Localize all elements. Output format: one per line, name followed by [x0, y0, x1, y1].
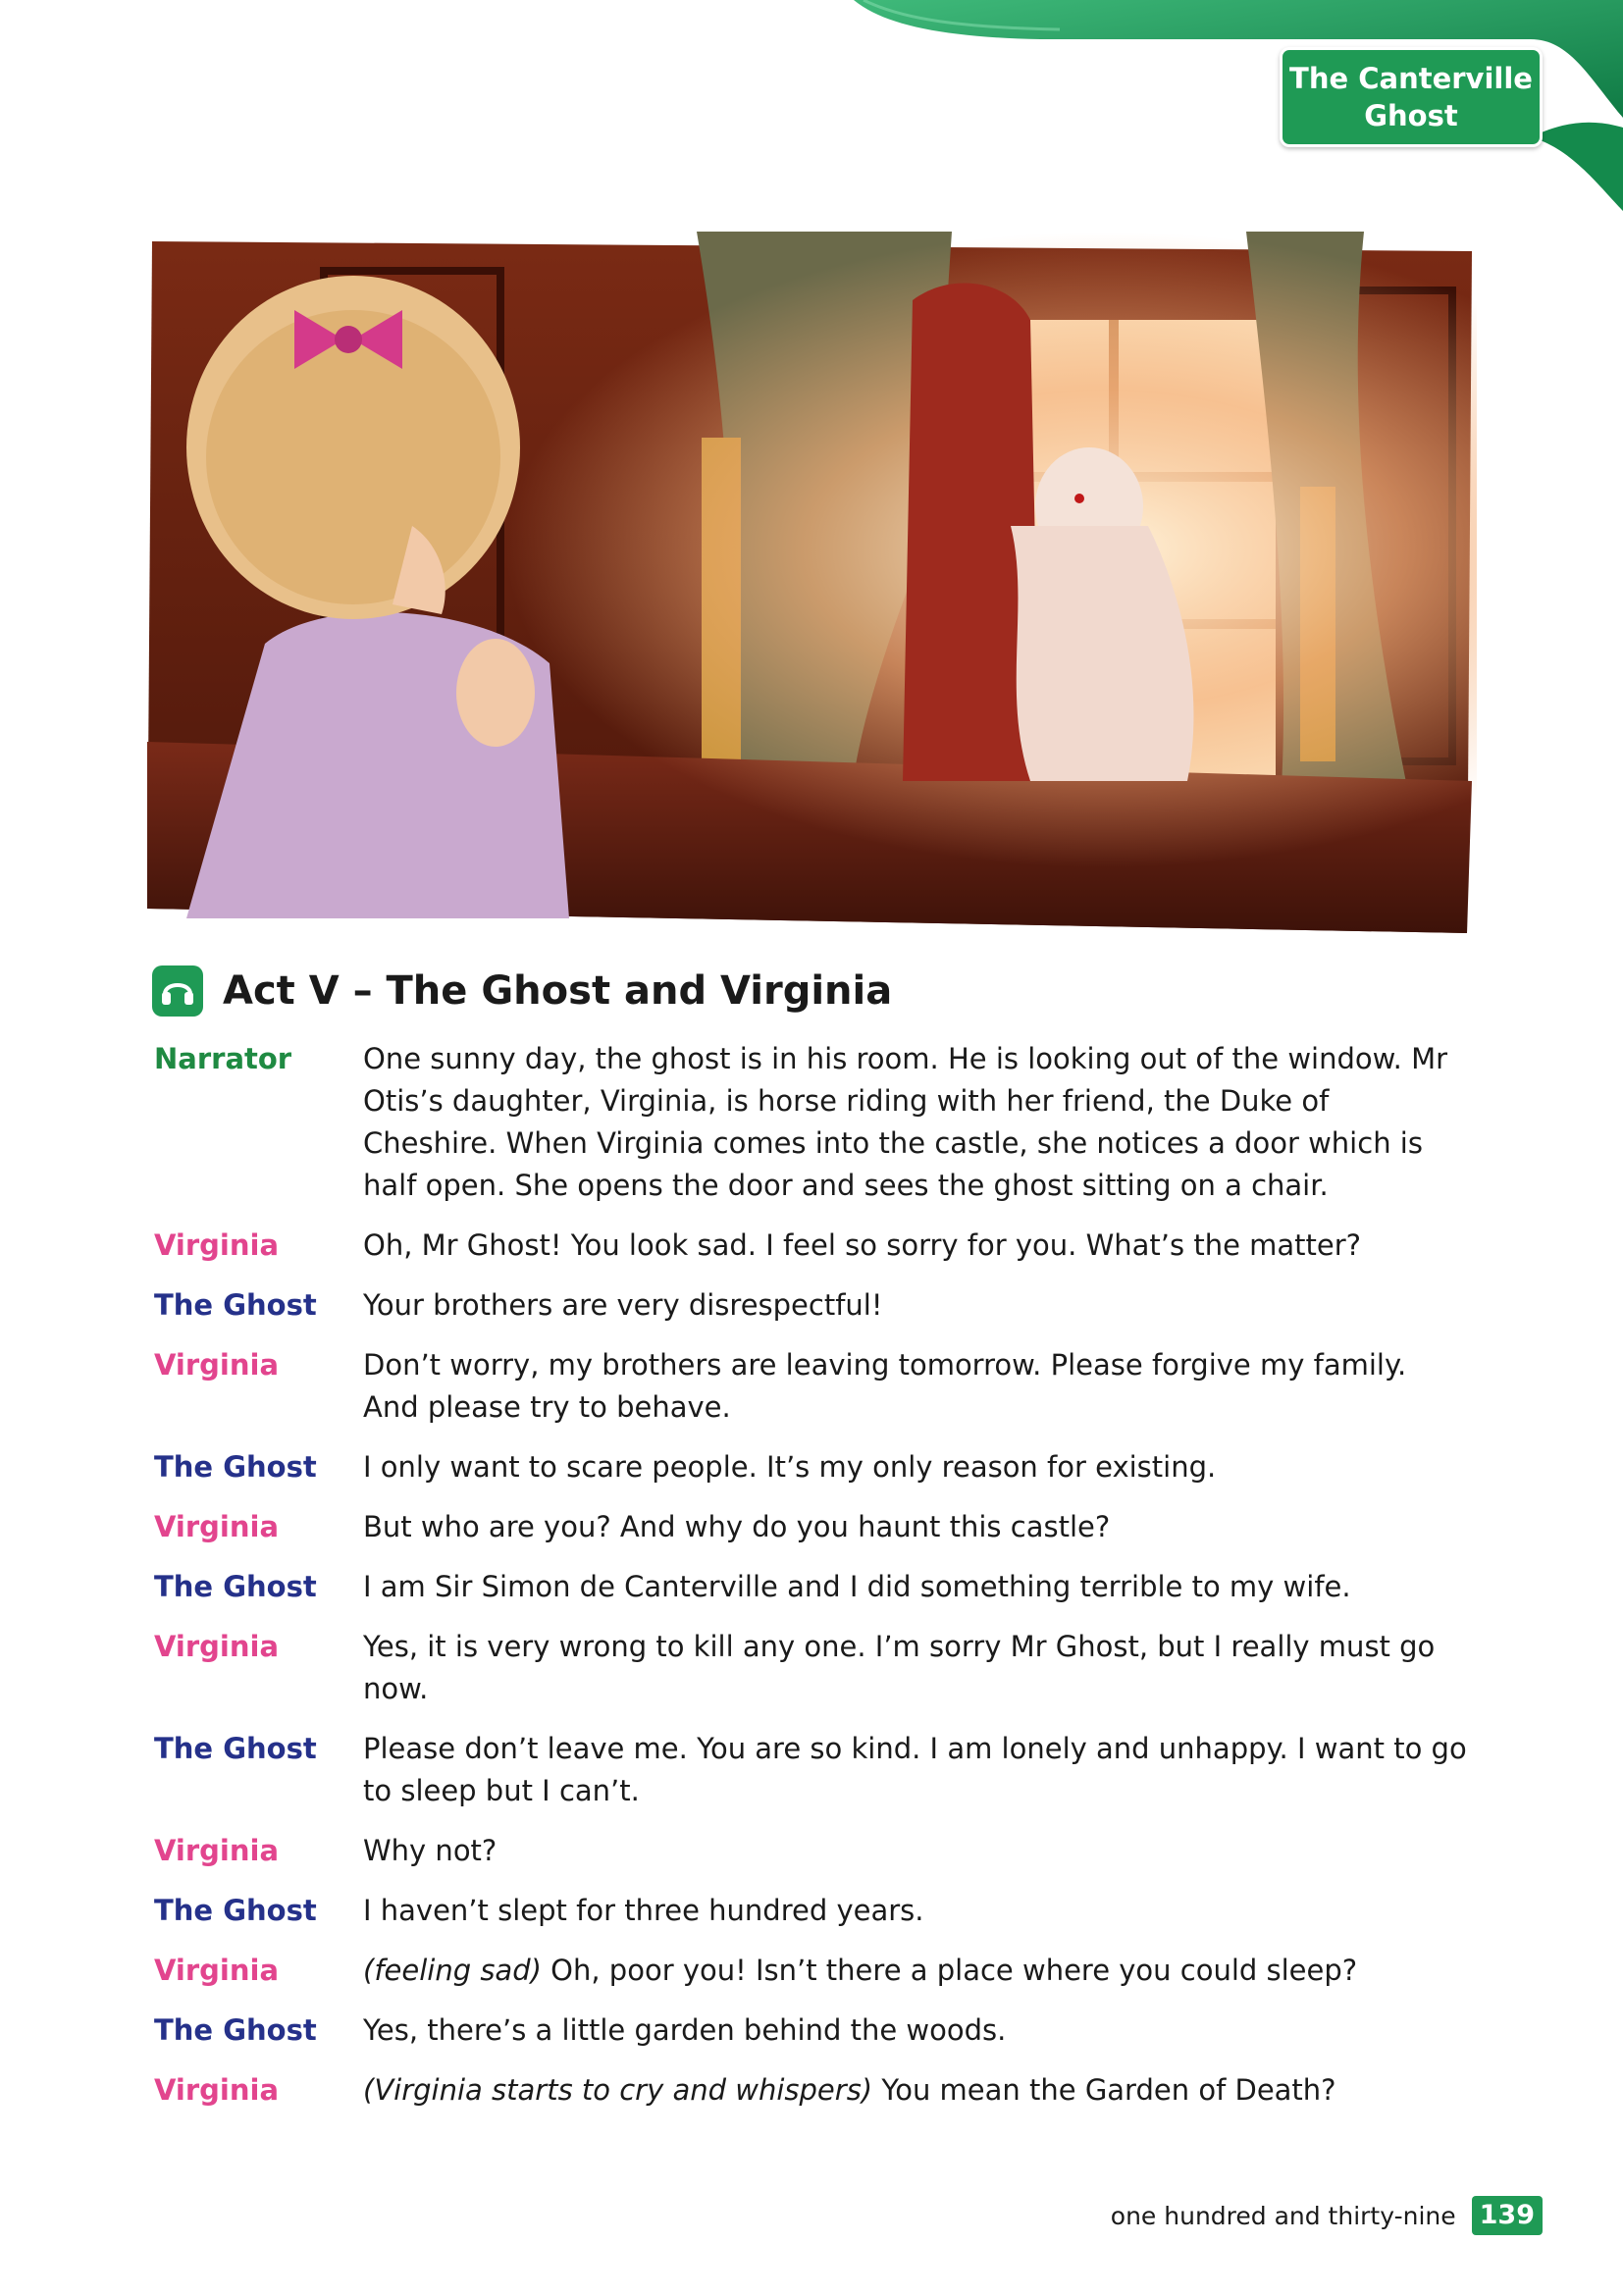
dialogue-script [154, 1038, 1469, 2129]
chapter-title-line2: Ghost [1364, 99, 1458, 132]
speech-text: Yes, there’s a little garden behind the woods. [363, 2013, 1007, 2047]
page-number-badge: 139 [1472, 2196, 1543, 2235]
speech-text: I haven’t slept for three hundred years. [363, 1894, 924, 1927]
speaker-name: Virginia [154, 1630, 280, 1663]
dialogue-line [154, 1446, 1469, 1488]
speaker-name: Virginia [154, 1510, 280, 1543]
act-heading [152, 962, 892, 1020]
speaker-name: Virginia [154, 1954, 280, 1987]
dialogue-line [154, 1830, 1469, 1872]
chapter-title-line1: The Canterville [1289, 62, 1533, 95]
stage-direction: (feeling sad) [363, 1954, 542, 1987]
speech-text: Don’t worry, my brothers are leaving tomorrow. Please forgive my family. And please try to behave. [363, 1348, 1407, 1424]
chapter-tab [1280, 47, 1543, 147]
speech-body: Oh, poor you! Isn’t there a place where you could sleep? [541, 1954, 1358, 1987]
speaker-name: The Ghost [154, 1570, 317, 1603]
page-footer [1111, 2196, 1543, 2235]
speech-text [363, 2069, 1469, 2112]
speaker-name: The Ghost [154, 1288, 317, 1322]
dialogue-line [154, 1284, 1469, 1327]
speech-text: I only want to scare people. It’s my only reason for existing. [363, 1450, 1217, 1484]
dialogue-line [154, 1728, 1469, 1812]
dialogue-line [154, 1038, 1469, 1207]
dialogue-line [154, 1506, 1469, 1548]
speaker-name: Virginia [154, 1348, 280, 1382]
page-number-words: one hundred and thirty-nine [1110, 2201, 1456, 2230]
headphones-icon[interactable] [152, 965, 203, 1017]
speech-text [363, 1950, 1469, 1992]
stage-direction: (Virginia starts to cry and whispers) [363, 2073, 873, 2107]
speech-text: Why not? [363, 1834, 497, 1867]
speech-text: Oh, Mr Ghost! You look sad. I feel so sorry for you. What’s the matter? [363, 1228, 1362, 1262]
speaker-name: The Ghost [154, 1732, 317, 1765]
scene-illustration [147, 232, 1477, 938]
dialogue-line [154, 1950, 1469, 1992]
dialogue-line [154, 1225, 1469, 1267]
speaker-name: Virginia [154, 2073, 280, 2107]
dialogue-line [154, 2009, 1469, 2052]
speaker-name: The Ghost [154, 1450, 317, 1484]
speech-text: One sunny day, the ghost is in his room. He is looking out of the window. Mr Otis’s daughter, Virginia, is horse riding with her friend, the Duke of Cheshire. When Virginia comes into the castle, she notices a door which is half open. She opens the door and sees the ghost sitting on a chair. [363, 1042, 1448, 1202]
dialogue-line [154, 1566, 1469, 1608]
speech-body: You mean the Garden of Death? [872, 2073, 1336, 2107]
dialogue-line [154, 2069, 1469, 2112]
act-title: Act V – The Ghost and Virginia [223, 968, 893, 1014]
dialogue-line [154, 1890, 1469, 1932]
speaker-name: Virginia [154, 1228, 280, 1262]
dialogue-line [154, 1626, 1469, 1710]
speech-text: Your brothers are very disrespectful! [363, 1288, 883, 1322]
dialogue-line [154, 1344, 1469, 1429]
speaker-name: The Ghost [154, 1894, 317, 1927]
speech-text: I am Sir Simon de Canterville and I did something terrible to my wife. [363, 1570, 1351, 1603]
speaker-name: Narrator [154, 1042, 292, 1075]
speech-text: But who are you? And why do you haunt this castle? [363, 1510, 1111, 1543]
speech-text: Please don’t leave me. You are so kind. I am lonely and unhappy. I want to go to sleep but I can’t. [363, 1732, 1467, 1807]
speaker-name: Virginia [154, 1834, 280, 1867]
speaker-name: The Ghost [154, 2013, 317, 2047]
speech-text: Yes, it is very wrong to kill any one. I’m sorry Mr Ghost, but I really must go now. [363, 1630, 1436, 1705]
